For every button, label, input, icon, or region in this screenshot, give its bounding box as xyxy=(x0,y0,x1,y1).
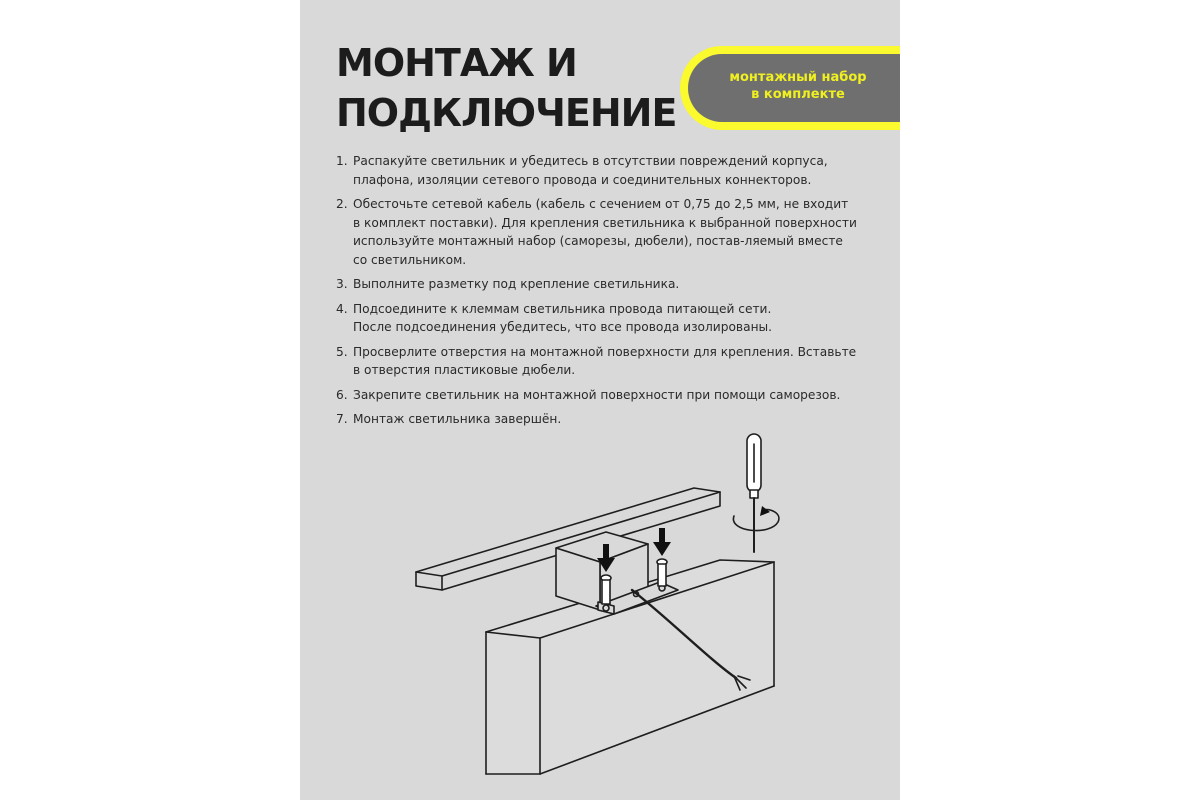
page-title xyxy=(336,38,676,138)
step-text-line: Закрепите светильник на монтажной поверхности при помощи саморезов. xyxy=(353,387,841,402)
step-text-line: Выполните разметку под крепление светильника. xyxy=(353,277,680,291)
step-item xyxy=(336,343,876,380)
step-text-line: Подсоедините к клеммам светильника провода питающей сети. xyxy=(353,301,772,316)
step-number: 6. xyxy=(336,387,348,402)
step-number: 3. xyxy=(336,277,348,291)
step-text-line: После подсоединения убедитесь, что все провода изолированы. xyxy=(353,320,773,334)
step-text-line: в комплект поставки). Для крепления светильника к выбранной поверхности xyxy=(353,215,857,230)
step-number: 2. xyxy=(336,197,348,211)
page-title-line-1: МОНТАЖ И xyxy=(336,41,577,85)
step-text-line: Распакуйте светильник и убедитесь в отсутствии повреждений корпуса, xyxy=(353,154,828,168)
step-text-line: плафона, изоляции сетевого провода и соединительных коннекторов. xyxy=(353,172,812,187)
installation-steps xyxy=(336,152,876,435)
step-text-line: в отверстия пластиковые дюбели. xyxy=(353,363,576,377)
mounting-illustration xyxy=(300,420,900,800)
screwdriver-icon xyxy=(733,434,778,552)
mounting-kit-badge xyxy=(680,46,900,130)
step-item xyxy=(336,275,876,294)
mounting-kit-badge-text xyxy=(698,69,898,103)
badge-line-2: в комплекте xyxy=(751,87,845,102)
step-text-line: со светильником. xyxy=(353,252,467,267)
step-item xyxy=(336,195,876,269)
step-item xyxy=(336,152,876,189)
step-text-line: Обесточьте сетевой кабель (кабель с сечением от 0,75 до 2,5 мм, не входит xyxy=(353,197,849,211)
step-item xyxy=(336,300,876,337)
step-text-line: используйте монтажный набор (саморезы, дюбели), постав-ляемый вместе xyxy=(353,234,843,248)
page-title-line-2: ПОДКЛЮЧЕНИЕ xyxy=(336,91,677,135)
step-text-line: Просверлите отверстия на монтажной поверхности для крепления. Вставьте xyxy=(353,344,857,359)
step-text-line: Монтаж светильника завершён. xyxy=(353,412,562,426)
step-number: 5. xyxy=(336,344,348,359)
badge-line-1: монтажный набор xyxy=(729,70,867,85)
step-item xyxy=(336,386,876,405)
instruction-page xyxy=(300,0,900,800)
step-number: 1. xyxy=(336,154,348,168)
step-number: 4. xyxy=(336,301,348,316)
step-number: 7. xyxy=(336,412,348,426)
